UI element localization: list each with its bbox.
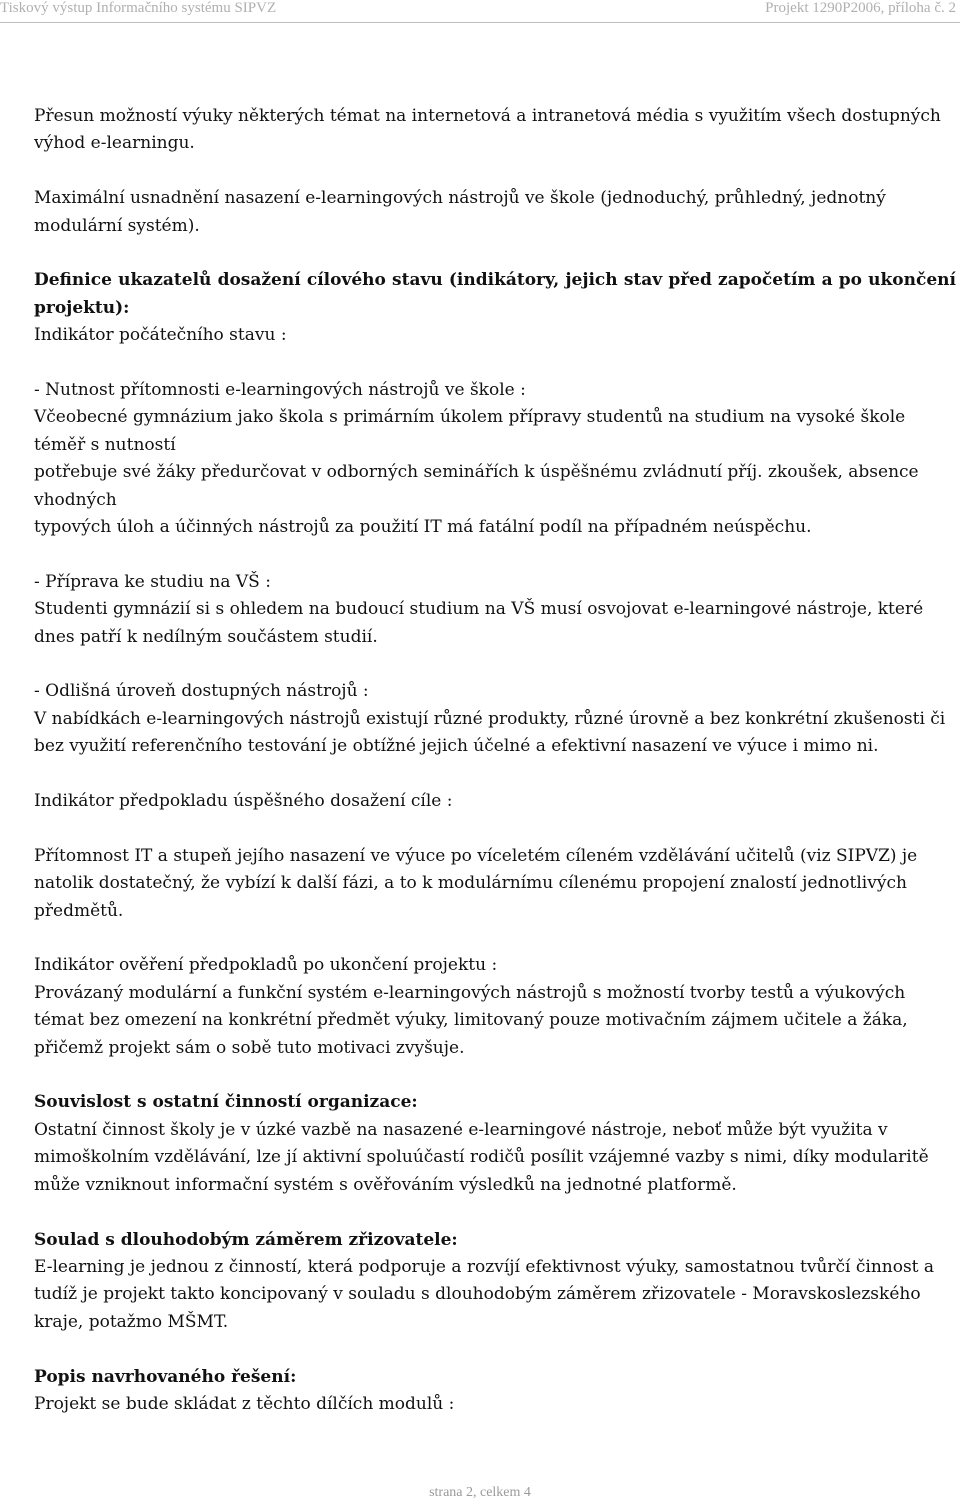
need-title: - Nutnost přítomnosti e-learningových nástrojů ve škole : [34, 380, 526, 401]
verify-text: Provázaný modulární a funkční systém e-learningových nástrojů s možností tvorby testů a výukových témat bez omezení na konkrétní předmět výuky, limitovaný pouze motivačním zájmem učitele a žáka, přičemž projekt sám o sobě tuto motivaci zvyšuje. [34, 982, 908, 1058]
assumption-text: Přítomnost IT a stupeň jejího nasazení ve výuce po víceletém cíleném vzdělávání učitelů (viz SIPVZ) je natolik dostatečný, že vybízí k další fázi, a to k modulárnímu cílenému propojení znalostí jednotlivých předmětů. [34, 845, 918, 921]
prep-text: Studenti gymnázií si s ohledem na budoucí studium na VŠ musí osvojovat e-learningové nástroje, které dnes patří k nedílným součástem studií. [34, 599, 924, 647]
accord-heading: Soulad s dlouhodobým záměrem zřizovatele: [34, 1229, 458, 1250]
solution-heading: Popis navrhovaného řešení: [34, 1366, 297, 1387]
need-line-1: Včeobecné gymnázium jako škola s primárním úkolem přípravy studentů na studium na vysoké škole téměř s nutností [34, 407, 906, 455]
need-line-2: potřebuje své žáky předurčovat v odborných seminářích k úspěšnému zvládnutí příj. zkoušek, absence vhodných [34, 462, 919, 510]
solution-text: Projekt se bude skládat z těchto dílčích modulů : [34, 1393, 455, 1414]
level-text: V nabídkách e-learningových nástrojů existují různé produkty, různé úrovně a bez konkrétní zkušenosti či bez využití referenčního testování je obtížné jejich účelné a efektivní nasazení ve výuce i mimo ni. [34, 708, 946, 757]
initial-indicator-label: Indikátor počátečního stavu : [34, 325, 287, 346]
relation-text: Ostatní činnost školy je v úzké vazbě na nasazené e-learningové nástroje, neboť může být využita v mimoškolním vzdělávání, lze jí aktivní spoluúčastí rodičů posílit vzájemné vazby s nimi, díky modularitě může vzniknout informační systém s ověřováním výsledků na jednotné platformě. [34, 1119, 929, 1195]
accord-text: E-learning je jednou z činností, která podporuje a rozvíjí efektivnost výuky, samostatnou tvůrčí činnost a tudíž je projekt takto koncipovaný v souladu s dlouhodobým záměrem zřizovatele - Moravskoslezského kraje, potažmo MŠMT. [34, 1256, 935, 1332]
assumption-label: Indikátor předpokladu úspěšného dosažení cíle : [34, 791, 453, 812]
header-system-title: Tiskový výstup Informačního systému SIPVZ [0, 0, 277, 16]
intro-paragraph-1: Přesun možností výuky některých témat na internetová a intranetová média s využitím všech dostupných výhod e-learningu. [34, 106, 941, 154]
prep-title: - Příprava ke studiu na VŠ : [34, 571, 271, 592]
need-line-3: typových úloh a účinných nástrojů za použití IT má fatální podíl na případném neúspěchu. [34, 517, 812, 538]
indicators-heading: Definice ukazatelů dosažení cílového stavu (indikátory, jejich stav před započetím a po ukončení projektu): [34, 270, 956, 318]
relation-heading: Souvislost s ostatní činností organizace: [34, 1092, 418, 1113]
page-header [0, 0, 960, 23]
document-body [34, 103, 956, 1418]
intro-paragraph-2: Maximální usnadnění nasazení e-learningových nástrojů ve škole (jednoduchý, průhledný, jednotný modulární systém). [34, 188, 886, 236]
page-footer: strana 2, celkem 4 [429, 1485, 531, 1500]
header-project-ref: Projekt 1290P2006, příloha č. 2 [765, 0, 956, 16]
verify-label: Indikátor ověření předpokladů po ukončení projektu : [34, 955, 498, 976]
level-title: - Odlišná úroveň dostupných nástrojů : [34, 681, 369, 702]
